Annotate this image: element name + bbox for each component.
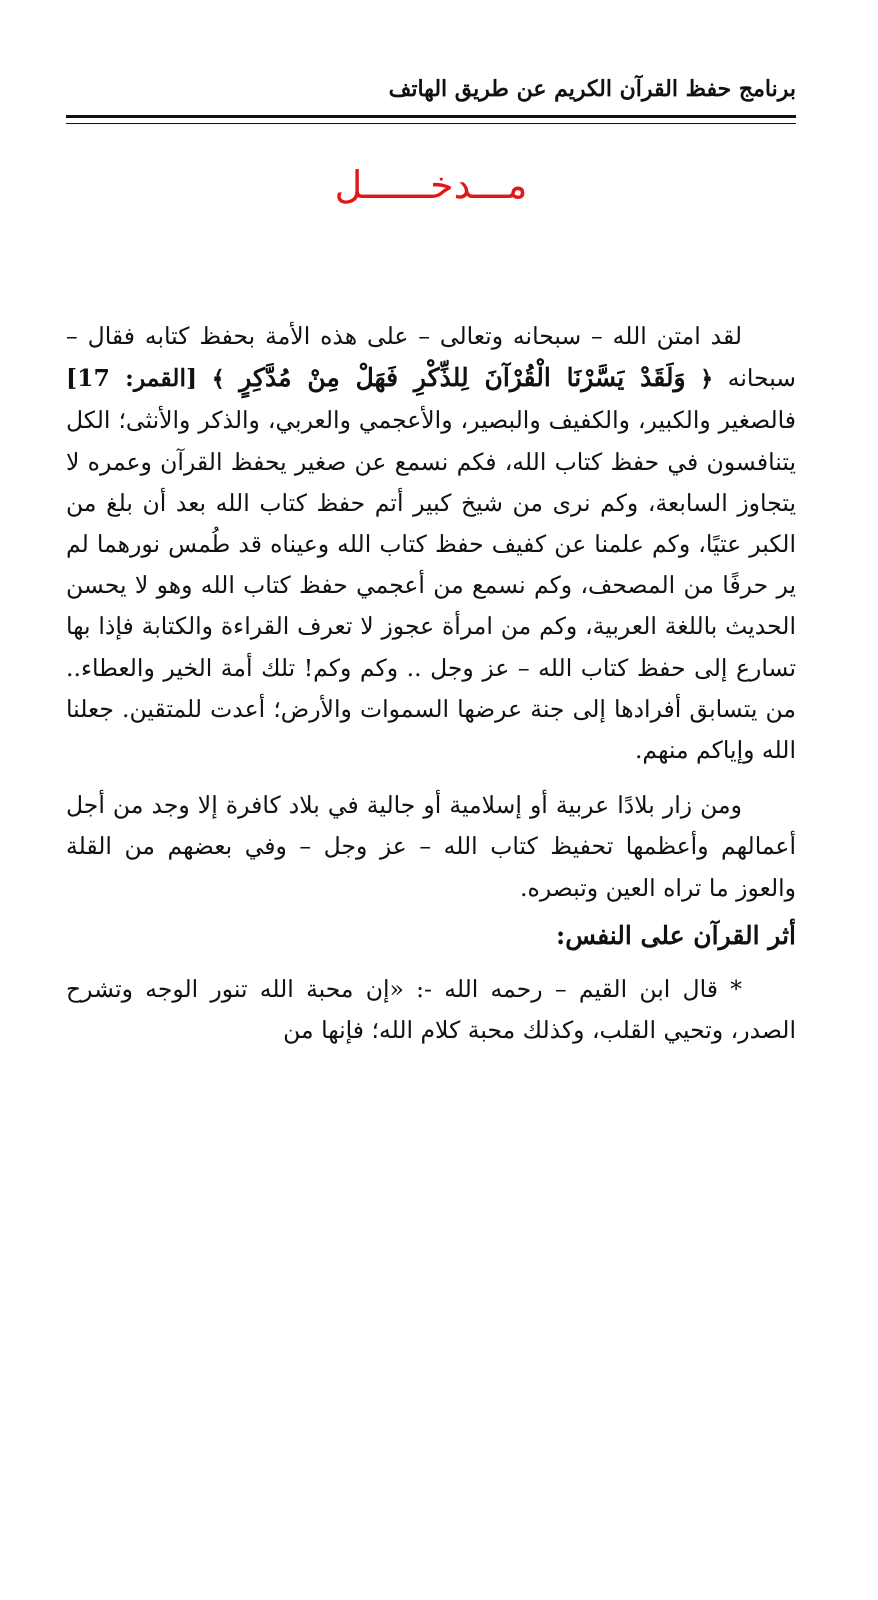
section-title: مـــدخــــــل (334, 163, 528, 207)
verse-reference: [القمر: 17] (66, 364, 198, 393)
paragraph-visitors: ومن زار بلادًا عربية أو إسلامية أو جالية في بلاد كافرة إلا وجد من أجل أعمالهم وأعظمها تحفيظ كتاب الله – عز وجل – وفي بعضهم من القلة والعوز ما تراه العين وتبصره. (66, 791, 796, 902)
verse-bracket-open: ﴿ (700, 366, 714, 393)
header-rule-thick (66, 115, 796, 118)
paragraph-intro (66, 316, 796, 771)
paragraph-ibn-qayyim: * قال ابن القيم – رحمه الله -: «إن محبة الله تنور الوجه وتشرح الصدر، وتحيي القلب، وكذلك محبة كلام الله؛ فإنها من (66, 974, 796, 1045)
header-rule-thin (66, 123, 796, 124)
document-page (66, 0, 796, 1600)
running-header: برنامج حفظ القرآن الكريم عن طريق الهاتف (388, 76, 796, 102)
verse-bracket-close: ﴾ (211, 366, 225, 393)
intro-rest-text: فالصغير والكبير، والكفيف والبصير، والأعجمي والعربي، والذكر والأنثى؛ الكل يتنافسون في حفظ كتاب الله، فكم نسمع عن صغير يحفظ القرآن وعمره لا يتجاوز السابعة، وكم نرى من شيخ كبير أتم حفظ كتاب الله بعد أن بلغ من الكبر عتيًا، وكم علمنا عن كفيف حفظ كتاب الله وعيناه قد طُمس نورهما لم ير حرفًا من المصحف، وكم نسمع من أعجمي حفظ كتاب الله وهو لا يحسن الحديث باللغة العربية، وكم من امرأة عجوز لا تعرف القراءة والكتابة فإذا بها تسارع إلى حفظ كتاب الله – عز وجل .. وكم وكم! تلك أمة الخير والعطاء.. من يتسابق أفرادها إلى جنة عرضها السموات والأرض؛ أعدت للمتقين. جعلنا الله وإياكم منهم. (66, 406, 796, 765)
body-text (66, 316, 796, 1051)
intro-text: لقد امتن الله – سبحانه وتعالى – على هذه الأمة بحفظ كتابه فقال – سبحانه (66, 322, 796, 393)
subheading-quran-effect: أثر القرآن على النفس: (555, 920, 796, 950)
quran-verse: وَلَقَدْ يَسَّرْنَا الْقُرْآنَ لِلذِّكْرِ فَهَلْ مِنْ مُدَّكِرٍ (239, 363, 686, 393)
